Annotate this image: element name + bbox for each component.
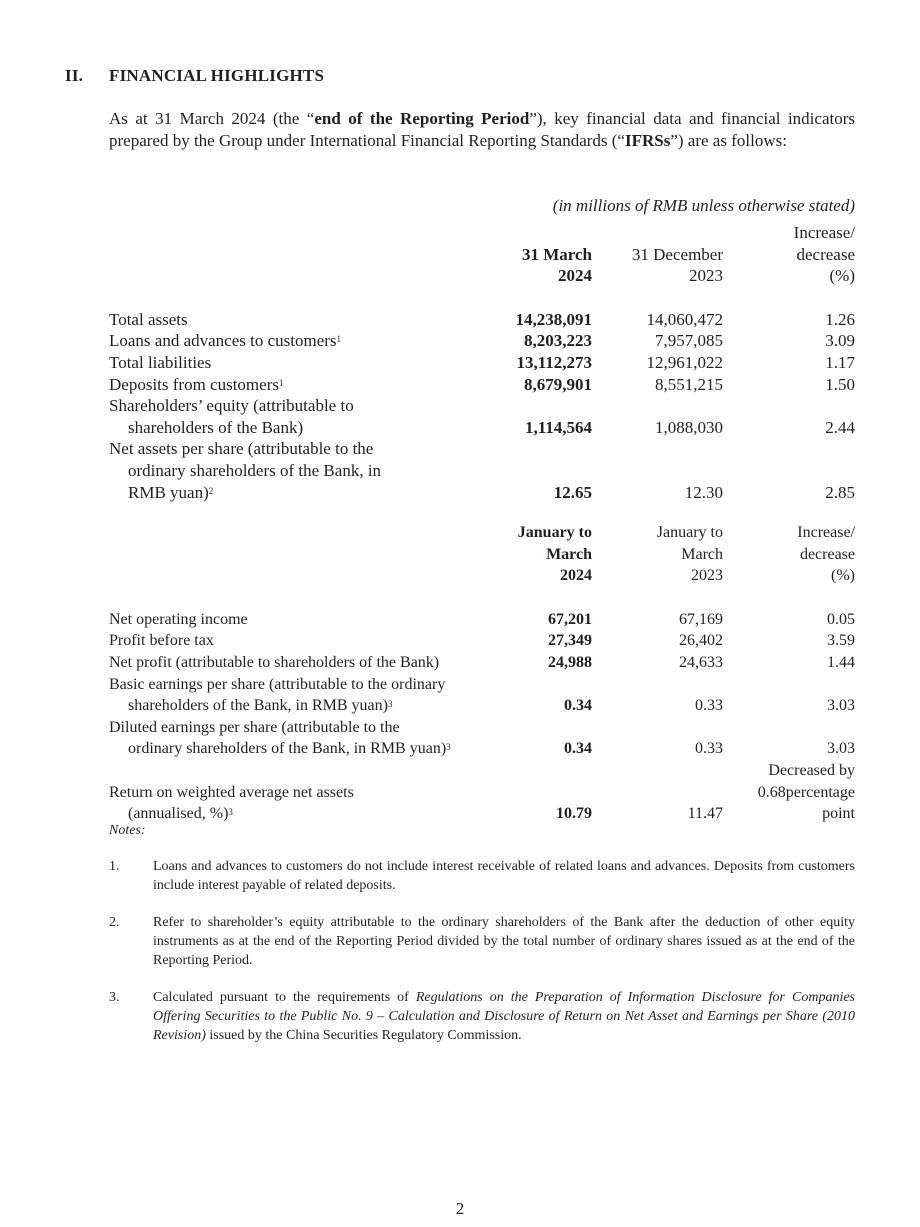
row-value-2: 67,169 bbox=[679, 610, 723, 628]
row-label bbox=[109, 652, 469, 674]
row-value-1: 1,114,564 bbox=[524, 417, 592, 437]
row-label-line-wrap bbox=[109, 330, 469, 352]
note-item bbox=[109, 857, 855, 895]
row-label-line: Net operating income bbox=[109, 610, 248, 628]
row-value-2: 0.33 bbox=[695, 740, 723, 758]
note-item bbox=[109, 988, 855, 1045]
row-value-1: 0.34 bbox=[564, 740, 592, 758]
row-value-1: 12.65 bbox=[553, 482, 592, 502]
row-value-3-line: percentage point bbox=[785, 783, 855, 823]
row-value-2: 1,088,030 bbox=[655, 417, 723, 437]
row-value-3: 1.26 bbox=[825, 309, 855, 329]
note-text bbox=[153, 988, 855, 1045]
row-label-line: ordinary shareholders of the Bank, in bbox=[128, 460, 382, 480]
row-label-line-wrap bbox=[109, 738, 469, 760]
note-text: Refer to shareholder’s equity attributable to the ordinary shareholders of the Bank after the deduction of other equity instruments as at the end of the Reporting Period divided by the total number of ordinary shares issued as at the end of the Reporting Period. bbox=[153, 915, 855, 968]
row-value-2: 14,060,472 bbox=[646, 309, 723, 329]
row-value-3 bbox=[723, 760, 855, 825]
income-table bbox=[109, 522, 855, 825]
row-label-line: shareholders of the Bank) bbox=[128, 417, 304, 437]
footnote-ref: 1 bbox=[336, 334, 342, 345]
row-value-3-line: Decreased by 0.68 bbox=[757, 761, 855, 801]
row-value-3 bbox=[723, 630, 855, 652]
row-value-2: 12,961,022 bbox=[646, 352, 723, 372]
row-value-2: 12.30 bbox=[684, 482, 723, 502]
row-label-line: ordinary shareholders of the Bank, in RMB yuan) bbox=[128, 740, 447, 758]
section-number: II. bbox=[65, 66, 84, 85]
row-value-3-line: 1.44 bbox=[827, 653, 855, 671]
table-row bbox=[109, 674, 855, 717]
row-value-2: 0.33 bbox=[695, 697, 723, 715]
row-value-3-line: 3.03 bbox=[827, 697, 855, 715]
row-value-3-line: 3.03 bbox=[827, 740, 855, 758]
footnote-ref: 3 bbox=[387, 699, 393, 710]
row-value-2: 26,402 bbox=[679, 632, 723, 650]
row-value-3: 3.09 bbox=[825, 331, 855, 351]
row-value-3 bbox=[723, 609, 855, 631]
row-value-2: 8,551,215 bbox=[655, 374, 723, 394]
row-label-line: Shareholders’ equity (attributable to bbox=[109, 396, 354, 416]
header-col-3: Increase/ decrease (%) bbox=[793, 223, 855, 286]
row-value-1: 8,679,901 bbox=[524, 374, 592, 394]
note-number: 2. bbox=[109, 915, 120, 930]
row-label bbox=[109, 609, 469, 631]
intro-paragraph bbox=[109, 108, 855, 152]
intro-text-1: As at 31 March 2024 (the “ bbox=[109, 109, 315, 128]
header-col-1: 31 March 2024 bbox=[521, 244, 592, 286]
section-title: FINANCIAL HIGHLIGHTS bbox=[109, 66, 325, 85]
table-row bbox=[109, 352, 855, 374]
row-label-line: RMB yuan) bbox=[128, 482, 209, 502]
note-text-pre: Calculated pursuant to the requirements of bbox=[153, 990, 416, 1005]
row-value-3 bbox=[723, 695, 855, 717]
row-label-line-wrap bbox=[109, 803, 469, 825]
unit-note: (in millions of RMB unless otherwise stated) bbox=[552, 196, 855, 215]
intro-text-3: ”) are as follows: bbox=[670, 131, 787, 150]
row-label-line: shareholders of the Bank, in RMB yuan) bbox=[128, 697, 388, 715]
row-label-line: Basic earnings per share (attributable to the ordinary bbox=[109, 675, 446, 693]
table-row bbox=[109, 717, 855, 760]
row-value-2: 11.47 bbox=[687, 805, 723, 823]
row-label-line: Net profit (attributable to shareholders of the Bank) bbox=[109, 653, 440, 671]
row-label-line: Profit before tax bbox=[109, 632, 214, 650]
row-value-1: 67,201 bbox=[548, 610, 592, 628]
page-number: 2 bbox=[455, 1199, 465, 1218]
intro-text-2: ”), key financial data and financial indicators prepared by the Group under International Financial Reporting Standards (“ bbox=[109, 109, 855, 150]
intro-bold-term-2: IFRSs bbox=[624, 131, 671, 150]
row-label-line: Deposits from customers bbox=[109, 374, 279, 394]
row-value-1: 10.79 bbox=[556, 805, 592, 823]
row-label-line-wrap bbox=[109, 695, 469, 717]
row-value-3: 2.44 bbox=[825, 417, 855, 437]
row-label-line: Net assets per share (attributable to the bbox=[109, 439, 374, 459]
header-col-2: January to March 2023 bbox=[656, 524, 723, 585]
footnote-ref: 1 bbox=[278, 377, 284, 388]
row-label bbox=[109, 374, 469, 396]
row-label-line: Loans and advances to customers bbox=[109, 331, 337, 351]
row-value-3-line: 0.05 bbox=[827, 610, 855, 628]
row-label bbox=[109, 782, 469, 825]
row-value-1: 8,203,223 bbox=[524, 331, 592, 351]
header-col-1: January to March 2024 bbox=[517, 524, 592, 585]
row-value-1: 0.34 bbox=[564, 697, 592, 715]
table-row bbox=[109, 652, 855, 674]
row-label bbox=[109, 630, 469, 652]
row-label-line: Total liabilities bbox=[109, 352, 212, 372]
table-row bbox=[109, 309, 855, 331]
table-row bbox=[109, 395, 855, 438]
table-header-row bbox=[109, 522, 855, 587]
row-label bbox=[109, 309, 469, 331]
note-number: 3. bbox=[109, 990, 120, 1005]
note-number: 1. bbox=[109, 859, 120, 874]
row-label-line: Diluted earnings per share (attributable to the bbox=[109, 718, 400, 736]
row-label bbox=[109, 438, 469, 503]
table-row bbox=[109, 374, 855, 396]
table-row bbox=[109, 609, 855, 631]
row-value-2: 24,633 bbox=[679, 653, 723, 671]
note-item bbox=[109, 913, 855, 970]
table-row bbox=[109, 438, 855, 503]
row-value-3 bbox=[723, 738, 855, 760]
table-row bbox=[109, 760, 855, 825]
row-value-3: 2.85 bbox=[825, 482, 855, 502]
row-label bbox=[109, 330, 469, 352]
row-value-3-line: 3.59 bbox=[827, 632, 855, 650]
row-label bbox=[109, 352, 469, 374]
footnote-ref: 3 bbox=[446, 742, 451, 753]
row-label-line-wrap bbox=[109, 374, 469, 396]
row-value-3 bbox=[723, 652, 855, 674]
notes-list bbox=[109, 857, 855, 1063]
row-label-line: Return on weighted average net assets bbox=[109, 783, 354, 801]
row-value-3: 1.50 bbox=[825, 374, 855, 394]
row-label-line-wrap bbox=[109, 482, 469, 504]
row-value-1: 27,349 bbox=[548, 632, 592, 650]
note-text: Loans and advances to customers do not include interest receivable of related loans and advances. Deposits from customers include interest payable of related deposits. bbox=[153, 859, 855, 893]
table-header-row bbox=[109, 222, 855, 287]
row-label bbox=[109, 395, 469, 438]
table-row bbox=[109, 630, 855, 652]
row-label bbox=[109, 717, 469, 760]
note-text-post: issued by the China Securities Regulatory Commission. bbox=[205, 1028, 522, 1043]
header-col-3: Increase/ decrease (%) bbox=[797, 524, 855, 585]
intro-bold-term-1: end of the Reporting Period bbox=[314, 109, 530, 128]
row-value-2: 7,957,085 bbox=[655, 331, 723, 351]
row-value-3: 1.17 bbox=[825, 352, 855, 372]
row-label bbox=[109, 674, 469, 717]
row-label-line: Total assets bbox=[109, 309, 188, 329]
header-col-2: 31 December 2023 bbox=[631, 244, 723, 286]
row-value-1: 13,112,273 bbox=[516, 352, 592, 372]
row-label-line: (annualised, %) bbox=[128, 805, 229, 823]
note-text-italic: Regulations on the Preparation of Information Disclosure for Companies Offering Securities to the Public No. 9 – Calculation and Disclosure of Return on Net Asset and Earnings per Share (2010 Revision) bbox=[153, 990, 855, 1043]
row-value-1: 14,238,091 bbox=[515, 309, 592, 329]
footnote-ref: 2 bbox=[208, 485, 214, 496]
section-heading bbox=[65, 66, 324, 86]
row-value-1: 24,988 bbox=[548, 653, 592, 671]
footnote-ref: 3 bbox=[228, 807, 233, 818]
balance-sheet-table bbox=[109, 222, 855, 503]
table-row bbox=[109, 330, 855, 352]
notes-title: Notes: bbox=[109, 823, 146, 838]
